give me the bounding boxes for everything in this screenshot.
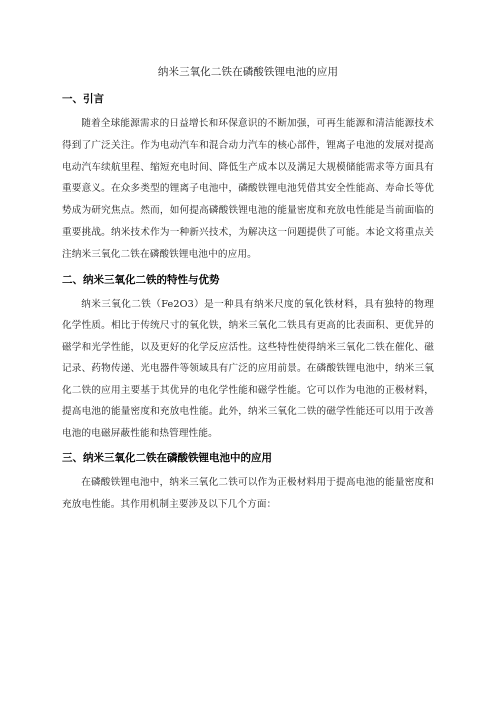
section-heading: 二、纳米三氧化二铁的特性与优势 [62,273,220,286]
paragraph: 纳米三氧化二铁（Fe2O3）是一种具有纳米尺度的氧化铁材料，具有独特的物理化学性质。相比于传统尺寸的氧化铁，纳米三氧化二铁具有更高的比表面积、更优异的磁学和光学性能，以及更好的化学反应活性。这些特性使得纳米三氧化二铁在催化、磁记录、药物传递、光电器件等领域具有广泛的应用前景。在磷酸铁锂电池中，纳米三氧化二铁的应用主要基于其优异的电化学性能和磁学性能。它可以作为电池的正极材料，提高电池的能量密度和充放电性能。此外，纳米三氧化二铁的磁学性能还可以用于改善电池的电磁屏蔽性能和热管理性能。 [62,298,434,439]
section-heading: 三、纳米三氧化二铁在磷酸铁锂电池中的应用 [62,452,272,465]
paragraph: 随着全球能源需求的日益增长和环保意识的不断加强，可再生能源和清洁能源技术得到了广泛关注。作为电动汽车和混合动力汽车的核心部件，锂离子电池的发展对提高电动汽车续航里程、缩短充电时间、降低生产成本以及满足大规模储能需求等方面具有重要意义。在众多类型的锂离子电池中，磷酸铁锂电池凭借其安全性能高、寿命长等优势成为研究焦点。然而，如何提高磷酸铁锂电池的能量密度和充放电性能是当前面临的重要挑战。纳米技术作为一种新兴技术，为解决这一问题提供了可能。本论文将重点关注纳米三氧化二铁在磷酸铁锂电池中的应用。 [62,118,434,260]
section-application [62,450,434,516]
section-introduction [62,91,434,266]
document-title: 纳米三氧化二铁在磷酸铁锂电池的应用 [157,66,339,78]
section-properties-advantages [62,272,434,445]
paragraph: 在磷酸铁锂电池中，纳米三氧化二铁可以作为正极材料用于提高电池的能量密度和充放电性能。其作用机制主要涉及以下几个方面： [62,477,434,510]
section-heading: 一、引言 [62,93,104,105]
